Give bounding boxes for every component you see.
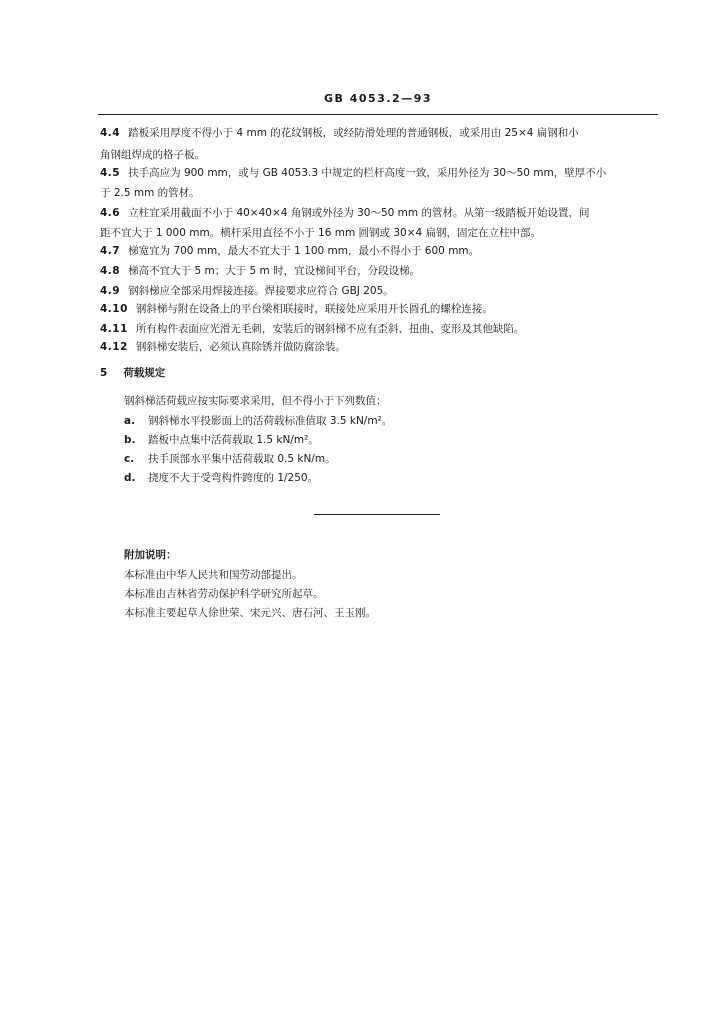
item-text: 钢斜梯水平投影面上的活荷载标准值取 3.5 kN/m²。 <box>148 415 393 427</box>
clause-text: 扶手高应为 900 mm，或与 GB 4053.3 中规定的栏杆高度一致，采用外径为 30～50 mm，壁厚不小 <box>128 167 607 179</box>
item-text: 踏板中点集中活荷载取 1.5 kN/m²。 <box>148 434 319 446</box>
item-label: c. <box>124 453 135 465</box>
clause-number: 4.8 <box>100 265 121 277</box>
clause-4-7 <box>100 240 660 262</box>
standard-code-header: GB 4053.2—93 <box>324 92 432 105</box>
clause-number: 4.4 <box>100 127 121 139</box>
note-line: 本标准由吉林省劳动保护科学研究所起草。 <box>124 588 324 600</box>
load-item-b <box>124 431 319 449</box>
item-label: d. <box>124 472 136 484</box>
clause-text: 所有构件表面应光滑无毛刺，安装后的钢斜梯不应有歪斜、扭曲、变形及其他缺陷。 <box>135 323 525 335</box>
clause-text: 钢斜梯安装后，必须认真除锈并做防腐涂装。 <box>135 341 346 353</box>
clause-number: 4.7 <box>100 245 121 257</box>
clause-text: 钢斜梯与附在设备上的平台梁相联接时，联接处应采用开长圆孔的螺栓连接。 <box>135 303 493 315</box>
item-label: a. <box>124 415 136 427</box>
header-rule <box>98 114 658 115</box>
section-5-intro: 钢斜梯活荷载应按实际要求采用，但不得小于下列数值： <box>124 395 387 407</box>
section-5-heading <box>100 364 165 382</box>
clause-number: 4.9 <box>100 285 121 297</box>
clause-4-12 <box>100 336 660 358</box>
clause-text-continued: 角钢组焊成的格子板。 <box>100 149 205 161</box>
clause-text: 钢斜梯应全部采用焊接连接。焊接要求应符合 GBJ 205。 <box>128 285 394 297</box>
load-item-c <box>124 450 336 468</box>
item-text: 挠度不大于受弯构件跨度的 1/250。 <box>148 472 319 484</box>
clause-number: 4.11 <box>100 323 128 335</box>
clause-number: 4.6 <box>100 207 121 219</box>
notes-title: 附加说明： <box>124 549 177 561</box>
note-line: 本标准由中华人民共和国劳动部提出。 <box>124 569 303 581</box>
clause-4-10 <box>100 298 660 320</box>
item-label: b. <box>124 434 136 446</box>
clause-number: 4.5 <box>100 167 121 179</box>
clause-text: 梯高不宜大于 5 m；大于 5 m 时，宜设梯间平台，分段设梯。 <box>128 265 421 277</box>
end-of-text-rule <box>314 514 440 515</box>
clause-number: 4.12 <box>100 341 128 353</box>
section-number: 5 <box>100 367 108 379</box>
clause-4-6 <box>100 202 660 224</box>
note-line: 本标准主要起草人徐世荣、宋元兴、唐石河、王玉刚。 <box>124 607 376 619</box>
clause-4-8 <box>100 260 660 282</box>
clause-4-5 <box>100 162 660 184</box>
item-text: 扶手顶部水平集中活荷载取 0.5 kN/m。 <box>148 453 336 465</box>
clause-text: 立柱宜采用截面不小于 40×40×4 角钢或外径为 30～50 mm 的管材。从第一级踏板开始设置，间 <box>128 207 590 219</box>
load-item-d <box>124 469 318 487</box>
clause-text-continued: 于 2.5 mm 的管材。 <box>100 187 200 199</box>
load-item-a <box>124 412 392 430</box>
clause-text: 梯宽宜为 700 mm，最大不宜大于 1 100 mm，最小不得小于 600 mm。 <box>128 245 480 257</box>
clause-text: 踏板采用厚度不得小于 4 mm 的花纹钢板，或经防滑处理的普通钢板，或采用由 25×4 扁钢和小 <box>128 127 579 139</box>
clause-number: 4.10 <box>100 303 128 315</box>
section-title: 荷载规定 <box>123 367 166 379</box>
clause-4-4 <box>100 122 660 144</box>
clause-4-5-continued <box>100 182 660 204</box>
clause-text-continued: 距不宜大于 1 000 mm。横杆采用直径不小于 16 mm 圆钢或 30×4 扁钢，固定在立柱中部。 <box>100 227 542 239</box>
